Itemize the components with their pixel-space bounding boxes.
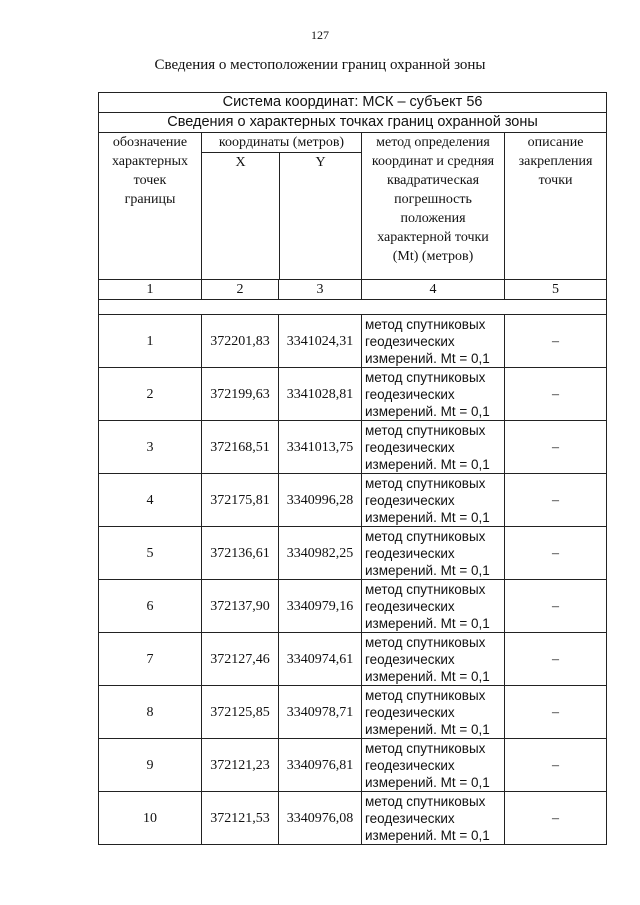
column-number: 5: [505, 280, 607, 300]
y-coordinate-cell: 3340979,16: [279, 580, 362, 633]
method-cell: [362, 792, 505, 845]
method-header: [362, 133, 505, 280]
point-number-cell: 4: [99, 474, 202, 527]
y-coordinate-cell: 3340974,61: [279, 633, 362, 686]
method-cell: [362, 739, 505, 792]
blank-cell: [99, 300, 607, 315]
column-number: 3: [279, 280, 362, 300]
method-line: геодезических: [365, 598, 455, 614]
description-header-line: точки: [538, 173, 573, 188]
section-header: Сведения о характерных точках границ охранной зоны: [99, 113, 607, 133]
method-line: геодезических: [365, 386, 455, 402]
method-line: метод спутниковых: [365, 528, 486, 544]
coordinate-system-row: [99, 93, 607, 113]
method-line: метод спутниковых: [365, 581, 486, 597]
x-coordinate-cell: 372175,81: [202, 474, 279, 527]
description-cell: –: [505, 739, 607, 792]
column-numbers-row: [99, 280, 607, 300]
y-coordinate-cell: 3341028,81: [279, 368, 362, 421]
column-header-row: [99, 133, 607, 280]
description-cell: –: [505, 792, 607, 845]
method-header-line: квадратическая: [386, 173, 480, 188]
description-cell: –: [505, 527, 607, 580]
designation-header: [99, 133, 202, 280]
method-cell: [362, 368, 505, 421]
method-line: измерений. Mt = 0,1: [365, 562, 490, 578]
x-coordinate-cell: 372136,61: [202, 527, 279, 580]
method-line: метод спутниковых: [365, 422, 486, 438]
y-coordinate-cell: 3341024,31: [279, 315, 362, 368]
table-row: [99, 527, 607, 580]
method-line: измерений. Mt = 0,1: [365, 827, 490, 843]
method-line: геодезических: [365, 757, 455, 773]
method-line: измерений. Mt = 0,1: [365, 403, 490, 419]
coordinates-header: [202, 133, 362, 280]
method-line: геодезических: [365, 651, 455, 667]
method-cell: [362, 421, 505, 474]
method-line: измерений. Mt = 0,1: [365, 509, 490, 525]
description-header-line: описание: [527, 135, 584, 150]
coordinate-system-header: Система координат: МСК – субъект 56: [99, 93, 607, 113]
method-line: метод спутниковых: [365, 634, 486, 650]
method-cell: [362, 686, 505, 739]
point-number-cell: 8: [99, 686, 202, 739]
method-line: метод спутниковых: [365, 475, 486, 491]
description-cell: –: [505, 686, 607, 739]
x-coordinate-cell: 372168,51: [202, 421, 279, 474]
description-header-line: закрепления: [518, 154, 593, 169]
page-number: 127: [311, 28, 329, 42]
method-line: метод спутниковых: [365, 793, 486, 809]
method-header-line: погрешность: [394, 192, 472, 207]
method-header-line: (Mt) (метров): [392, 249, 474, 264]
point-number-cell: 2: [99, 368, 202, 421]
table-row: [99, 421, 607, 474]
x-header: X: [202, 153, 280, 279]
method-line: геодезических: [365, 492, 455, 508]
x-coordinate-cell: 372127,46: [202, 633, 279, 686]
table-row: [99, 315, 607, 368]
x-coordinate-cell: 372121,53: [202, 792, 279, 845]
designation-header-line: обозначение: [112, 135, 188, 150]
method-line: измерений. Mt = 0,1: [365, 774, 490, 790]
method-line: геодезических: [365, 810, 455, 826]
method-line: метод спутниковых: [365, 369, 486, 385]
x-coordinate-cell: 372199,63: [202, 368, 279, 421]
column-number: 1: [99, 280, 202, 300]
x-coordinate-cell: 372137,90: [202, 580, 279, 633]
designation-header-line: точек: [133, 173, 167, 188]
method-line: метод спутниковых: [365, 316, 486, 332]
method-line: измерений. Mt = 0,1: [365, 721, 490, 737]
designation-header-line: границы: [124, 192, 176, 207]
description-cell: –: [505, 633, 607, 686]
method-header-line: координат и средняя: [371, 154, 495, 169]
table-row: [99, 633, 607, 686]
method-header-line: положения: [400, 211, 466, 226]
method-cell: [362, 580, 505, 633]
table-row: [99, 368, 607, 421]
method-cell: [362, 633, 505, 686]
method-header-line: характерной точки: [377, 230, 489, 245]
method-cell: [362, 527, 505, 580]
method-line: метод спутниковых: [365, 740, 486, 756]
point-number-cell: 10: [99, 792, 202, 845]
x-coordinate-cell: 372121,23: [202, 739, 279, 792]
section-header-row: [99, 113, 607, 133]
description-cell: –: [505, 474, 607, 527]
method-cell: [362, 474, 505, 527]
description-cell: –: [505, 315, 607, 368]
point-number-cell: 9: [99, 739, 202, 792]
method-line: геодезических: [365, 333, 455, 349]
point-number-cell: 5: [99, 527, 202, 580]
y-coordinate-cell: 3340976,81: [279, 739, 362, 792]
y-coordinate-cell: 3341013,75: [279, 421, 362, 474]
coordinates-group-label: координаты (метров): [202, 133, 361, 153]
document-title: Сведения о местоположении границ охранной зоны: [154, 57, 486, 73]
y-coordinate-cell: 3340982,25: [279, 527, 362, 580]
method-line: измерений. Mt = 0,1: [365, 615, 490, 631]
x-coordinate-cell: 372125,85: [202, 686, 279, 739]
point-number-cell: 3: [99, 421, 202, 474]
blank-row: [99, 300, 607, 315]
table-row: [99, 474, 607, 527]
method-line: метод спутниковых: [365, 687, 486, 703]
y-header: Y: [315, 155, 326, 170]
description-cell: –: [505, 580, 607, 633]
designation-header-line: характерных: [111, 154, 189, 169]
method-header-line: метод определения: [376, 135, 490, 150]
column-number: 4: [362, 280, 505, 300]
table-row: [99, 739, 607, 792]
x-coordinate-cell: 372201,83: [202, 315, 279, 368]
column-number: 2: [202, 280, 279, 300]
method-line: измерений. Mt = 0,1: [365, 668, 490, 684]
y-coordinate-cell: 3340978,71: [279, 686, 362, 739]
method-line: геодезических: [365, 439, 455, 455]
table-row: [99, 792, 607, 845]
method-line: геодезических: [365, 704, 455, 720]
boundary-points-table: [98, 92, 607, 845]
description-header: [505, 133, 607, 280]
method-line: геодезических: [365, 545, 455, 561]
point-number-cell: 7: [99, 633, 202, 686]
method-line: измерений. Mt = 0,1: [365, 350, 490, 366]
y-coordinate-cell: 3340996,28: [279, 474, 362, 527]
method-line: измерений. Mt = 0,1: [365, 456, 490, 472]
point-number-cell: 1: [99, 315, 202, 368]
y-coordinate-cell: 3340976,08: [279, 792, 362, 845]
description-cell: –: [505, 421, 607, 474]
description-cell: –: [505, 368, 607, 421]
table-row: [99, 686, 607, 739]
point-number-cell: 6: [99, 580, 202, 633]
table-row: [99, 580, 607, 633]
method-cell: [362, 315, 505, 368]
